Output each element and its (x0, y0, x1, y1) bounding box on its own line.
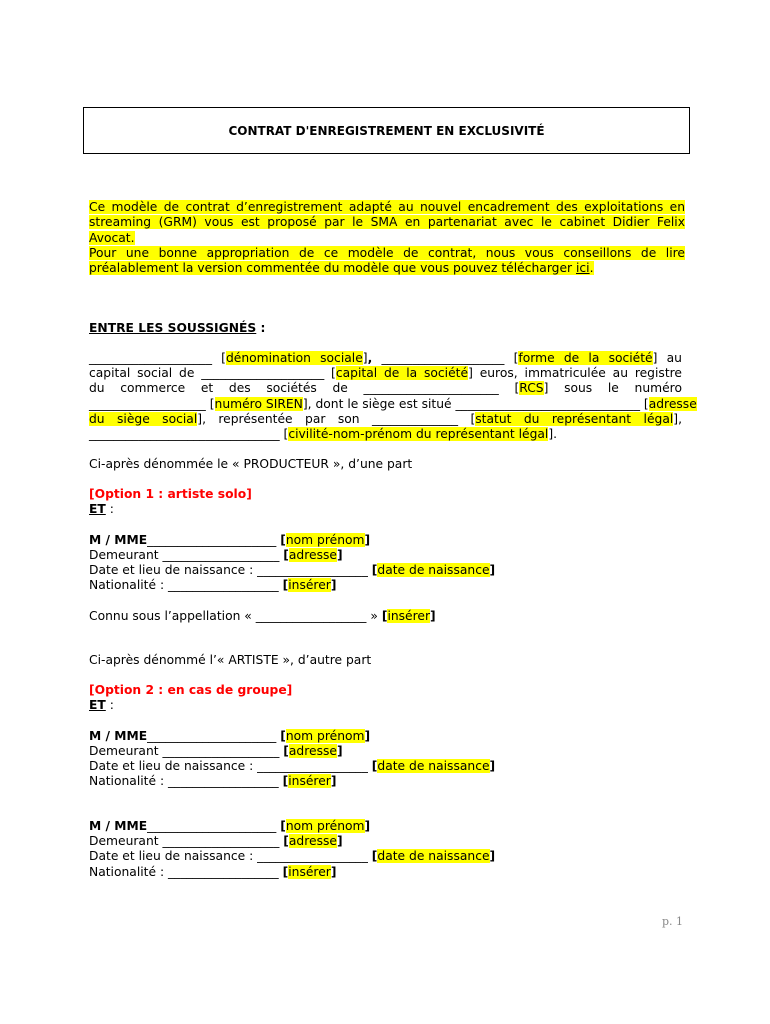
option-1-et: ET (89, 502, 106, 517)
intro-note: Ce modèle de contrat d’enregistrement adapté au nouvel encadrement des exploitations en streaming (GRM) vous est proposé par le SMA en partenariat avec le cabinet Didier Felix Avocat. Pour une bonne appropriation de ce modèle de contrat, nous vous conseillons de lire préalablement la version commentée du modèle que vous pouvez télécharger ici. (89, 200, 685, 276)
option-2-nationality-row: Nationalité : __________________ [insérer] (89, 774, 337, 789)
intro-line-4: Pour une bonne appropriation de ce modèle de contrat, nous vous conseillons de lire (89, 245, 685, 260)
clause-line-1: ____________________ [dénomination sociale], ____________________ [forme de la société] au (89, 351, 682, 365)
field-company-capital: capital de la société (335, 366, 469, 381)
clause-line-5: du siège social], représentée par son ______________ [statut du représentant légal], (89, 411, 682, 426)
intro-line-5: préalablement la version commentée du modèle que vous pouvez télécharger (89, 261, 576, 276)
option-1-stage-name-row: Connu sous l’appellation « __________________ » [insérer] (89, 608, 436, 623)
option-2-birth-row: Date et lieu de naissance : __________________ [date de naissance] (89, 758, 496, 773)
option-1-title: [Option 1 : artiste solo] (89, 487, 252, 501)
intro-line-1: Ce modèle de contrat d’enregistrement adapté au nouvel encadrement des exploitations en (89, 200, 685, 214)
field-address: adresse (288, 547, 337, 562)
member-2-name-row: M / MME_____________________ [nom prénom] (89, 819, 371, 833)
clause-line-2: capital social de ____________________ [capital de la société] euros, immatriculée au registre (89, 366, 682, 381)
option-1-nationality-row: Nationalité : __________________ [insérer] (89, 578, 337, 593)
page-number: p. 1 (662, 915, 684, 928)
field-address-a: adresse (648, 396, 697, 411)
contract-title (83, 107, 690, 154)
field-stage-name: insérer (387, 608, 431, 623)
intro-line-3: Avocat. (89, 230, 135, 245)
field-company-form: forme de la société (518, 351, 653, 365)
field-rcs: RCS (519, 381, 544, 396)
option-2-et: ET (89, 698, 106, 713)
member-2-birth-row: Date et lieu de naissance : __________________ [date de naissance] (89, 849, 496, 864)
option-2-member-2-block (89, 819, 495, 880)
field-siren: numéro SIREN (214, 396, 303, 411)
field-company-name: dénomination sociale (225, 351, 363, 365)
field-legal-rep-status: statut du représentant légal (475, 411, 674, 426)
intro-line-2: streaming (GRM) vous est proposé par le SMA en partenariat avec le cabinet Didier Felix (89, 215, 685, 230)
parties-heading: ENTRE LES SOUSSIGNÉS : (89, 321, 266, 335)
member-2-nationality-row: Nationalité : __________________ [insérer] (89, 864, 337, 879)
artist-designation: Ci-après dénommé l’« ARTISTE », d’autre part (89, 653, 372, 667)
member-2-address-row: Demeurant ___________________ [adresse] (89, 834, 343, 849)
option-1-address-row: Demeurant ___________________ [adresse] (89, 547, 343, 562)
option-1-name-row: M / MME_____________________ [nom prénom] (89, 532, 371, 547)
option-1-birth-row: Date et lieu de naissance : __________________ [date de naissance] (89, 562, 496, 577)
contract-title-text: CONTRAT D'ENREGISTREMENT EN EXCLUSIVITÉ (228, 123, 545, 138)
option-2-name-row: M / MME_____________________ [nom prénom] (89, 728, 371, 743)
field-address-b: du siège social (89, 411, 198, 426)
clause-line-6: _______________________________ [civilité-nom-prénom du représentant légal]. (89, 427, 558, 442)
option-2-address-row: Demeurant ___________________ [adresse] (89, 743, 343, 758)
field-nationality: insérer (288, 578, 331, 593)
download-link[interactable]: ici (576, 261, 590, 276)
producer-designation: Ci-après dénommée le « PRODUCTEUR », d’une part (89, 457, 413, 471)
parties-heading-label: ENTRE LES SOUSSIGNÉS (89, 321, 257, 335)
clause-line-3: du commerce et des sociétés de ______________________ [RCS] sous le numéro (89, 381, 682, 396)
field-birth-date: date de naissance (377, 562, 490, 577)
producer-clause (89, 351, 697, 442)
option-2-block: [Option 2 : en cas de groupe] ET : M / MME_____________________ [nom prénom] Demeurant ___________________ [adresse] Date et lieu de naissance : __________________ [date de naissance] Nationalité : __________________ [insérer] (89, 683, 496, 789)
option-2-title: [Option 2 : en cas de groupe] (89, 683, 293, 697)
field-legal-rep-name: civilité-nom-prénom du représentant légal (288, 427, 549, 442)
option-1-block: [Option 1 : artiste solo] ET : M / MME_____________________ [nom prénom] Demeurant ___________________ [adresse] Date et lieu de naissance : __________________ [date de naissance] Nationalité : __________________ [insérer] Connu sous l’appellation « __________________ » [insérer] (89, 487, 496, 623)
clause-line-4: ___________________ [numéro SIREN], dont le siège est situé ______________________________ [adresse (89, 396, 697, 411)
field-name: nom prénom (285, 532, 365, 547)
